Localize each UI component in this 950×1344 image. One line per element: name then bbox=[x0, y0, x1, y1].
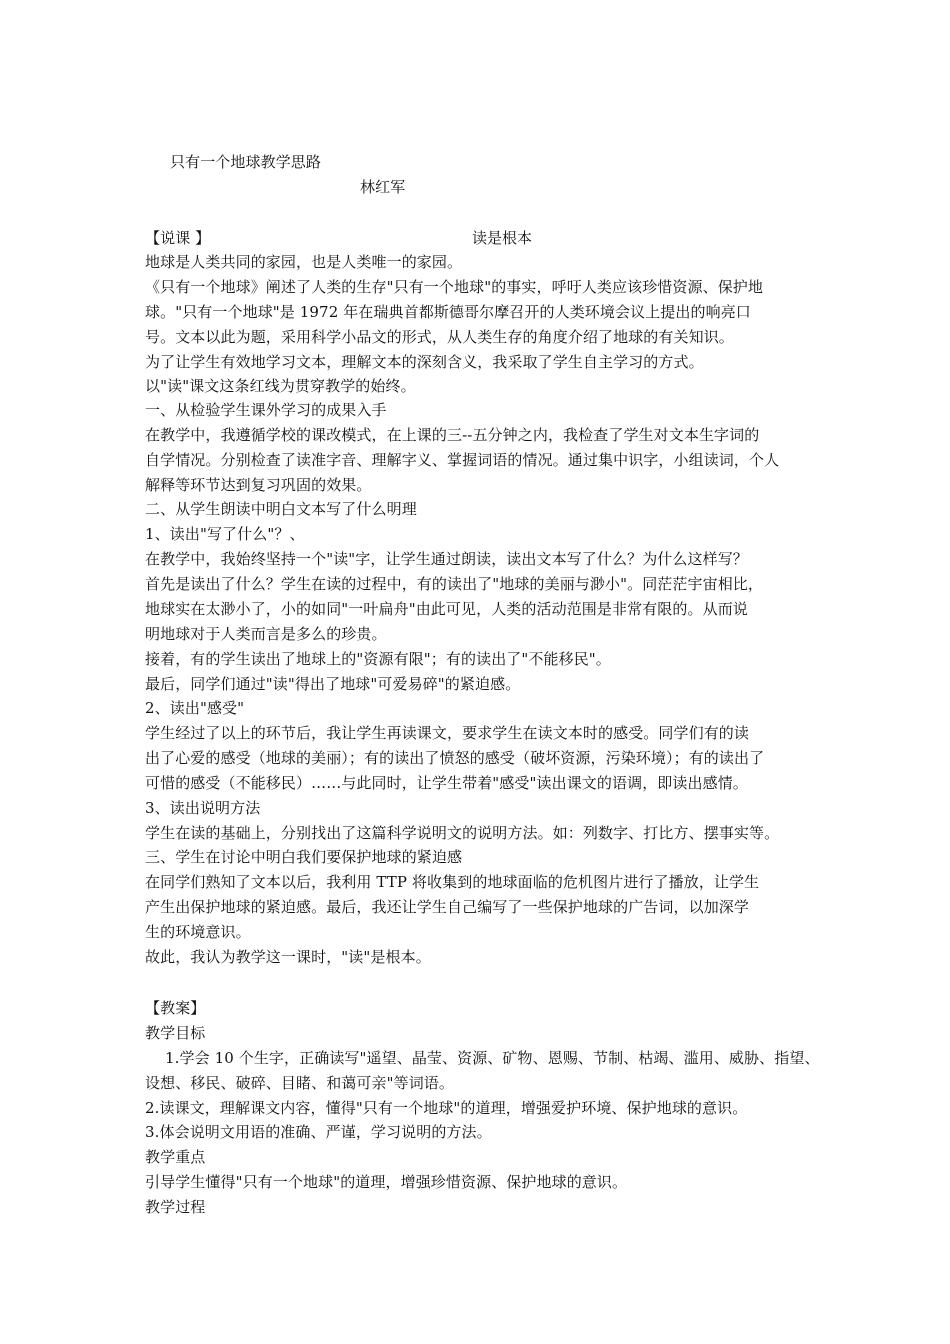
paragraph-line: 学生经过了以上的环节后，我让学生再读课文，要求学生在读文本时的感受。同学们有的读 bbox=[145, 724, 750, 742]
paragraph-line: 最后，同学们通过"读"得出了地球"可爱易碎"的紧迫感。 bbox=[145, 675, 521, 693]
paragraph-line: 在教学中，我遵循学校的课改模式，在上课的三--五分钟之内，我检查了学生对文本生字词的 bbox=[145, 426, 760, 444]
paragraph-line: 1.学会 10 个生字，正确读写"遥望、晶莹、资源、矿物、恩赐、节制、枯竭、滥用、威胁、指望、 bbox=[165, 1049, 820, 1067]
document-author: 林红军 bbox=[360, 178, 406, 196]
section-subheading: 读是根本 bbox=[472, 229, 533, 247]
paragraph-line: 学生在读的基础上，分别找出了这篇科学说明文的说明方法。如：列数字、打比方、摆事实等。 bbox=[145, 824, 780, 842]
paragraph-line: 2、读出"感受" bbox=[145, 699, 245, 717]
paragraph-line: 在教学中，我始终坚持一个"读"字，让学生通过朗读，读出文本写了什么？为什么这样写？ bbox=[145, 550, 748, 568]
paragraph-line: 在同学们熟知了文本以后，我利用 TTP 将收集到的地球面临的危机图片进行了播放，让学生 bbox=[145, 873, 760, 891]
paragraph-line: 2.读课文，理解课文内容，懂得"只有一个地球"的道理，增强爱护环境、保护地球的意识。 bbox=[145, 1099, 748, 1117]
paragraph-line: 1、读出"写了什么"？、 bbox=[145, 525, 305, 543]
paragraph-line: 引导学生懂得"只有一个地球"的道理，增强珍惜资源、保护地球的意识。 bbox=[145, 1173, 628, 1191]
paragraph-line: 出了心爱的感受（地球的美丽）；有的读出了愤怒的感受（破坏资源，污染环境）；有的读出了 bbox=[145, 749, 765, 767]
paragraph-line: 首先是读出了什么？学生在读的过程中，有的读出了"地球的美丽与渺小"。同茫茫宇宙相比， bbox=[145, 575, 764, 593]
paragraph-line: 三、学生在讨论中明白我们要保护地球的紧迫感 bbox=[145, 848, 463, 866]
paragraph-line: 3.体会说明文用语的准确、严谨，学习说明的方法。 bbox=[145, 1123, 492, 1141]
paragraph-line: 地球实在太渺小了，小的如同"一叶扁舟"由此可见，人类的活动范围是非常有限的。从而说 bbox=[145, 600, 748, 618]
paragraph-line: 3、读出说明方法 bbox=[145, 799, 261, 817]
paragraph-line: 生的环境意识。 bbox=[145, 923, 251, 941]
document-title: 只有一个地球教学思路 bbox=[170, 153, 322, 171]
paragraph-line: 地球是人类共同的家园，也是人类唯一的家园。 bbox=[145, 253, 463, 271]
paragraph-line: 《只有一个地球》阐述了人类的生存"只有一个地球"的事实，呼吁人类应该珍惜资源、保护地 bbox=[145, 278, 764, 296]
paragraph-line: 自学情况。分别检查了读准字音、理解字义、掌握词语的情况。通过集中识字，小组读词，个人 bbox=[145, 451, 780, 469]
paragraph-line: 解释等环节达到复习巩固的效果。 bbox=[145, 476, 372, 494]
paragraph-line: 教学过程 bbox=[145, 1198, 206, 1216]
paragraph-line: 球。"只有一个地球"是 1972 年在瑞典首都斯德哥尔摩召开的人类环境会议上提出的响亮口 bbox=[145, 303, 751, 321]
paragraph-line: 教学目标 bbox=[145, 1024, 206, 1042]
section-heading-shuoke: 【说课 】 bbox=[145, 229, 211, 247]
paragraph-line: 以"读"课文这条红线为贯穿教学的始终。 bbox=[145, 377, 416, 395]
paragraph-line: 二、从学生朗读中明白文本写了什么明理 bbox=[145, 500, 417, 518]
paragraph-line: 教学重点 bbox=[145, 1148, 206, 1166]
paragraph-line: 为了让学生有效地学习文本，理解文本的深刻含义，我采取了学生自主学习的方式。 bbox=[145, 353, 704, 371]
paragraph-line: 接着，有的学生读出了地球上的"资源有限"；有的读出了"不能移民"。 bbox=[145, 650, 611, 668]
paragraph-line: 设想、移民、破碎、目睹、和蔼可亲"等词语。 bbox=[145, 1074, 455, 1092]
paragraph-line: 可惜的感受（不能移民）……与此同时，让学生带着"感受"读出课文的语调，即读出感情。 bbox=[145, 774, 748, 792]
paragraph-line: 产生出保护地球的紧迫感。最后，我还让学生自己编写了一些保护地球的广告词，以加深学 bbox=[145, 898, 750, 916]
section-heading-jiaoan: 【教案】 bbox=[145, 999, 206, 1017]
paragraph-line: 明地球对于人类而言是多么的珍贵。 bbox=[145, 625, 387, 643]
paragraph-line: 故此，我认为教学这一课时，"读"是根本。 bbox=[145, 948, 431, 966]
paragraph-line: 一、从检验学生课外学习的成果入手 bbox=[145, 401, 387, 419]
paragraph-line: 号。文本以此为题，采用科学小品文的形式，从人类生存的角度介绍了地球的有关知识。 bbox=[145, 328, 734, 346]
